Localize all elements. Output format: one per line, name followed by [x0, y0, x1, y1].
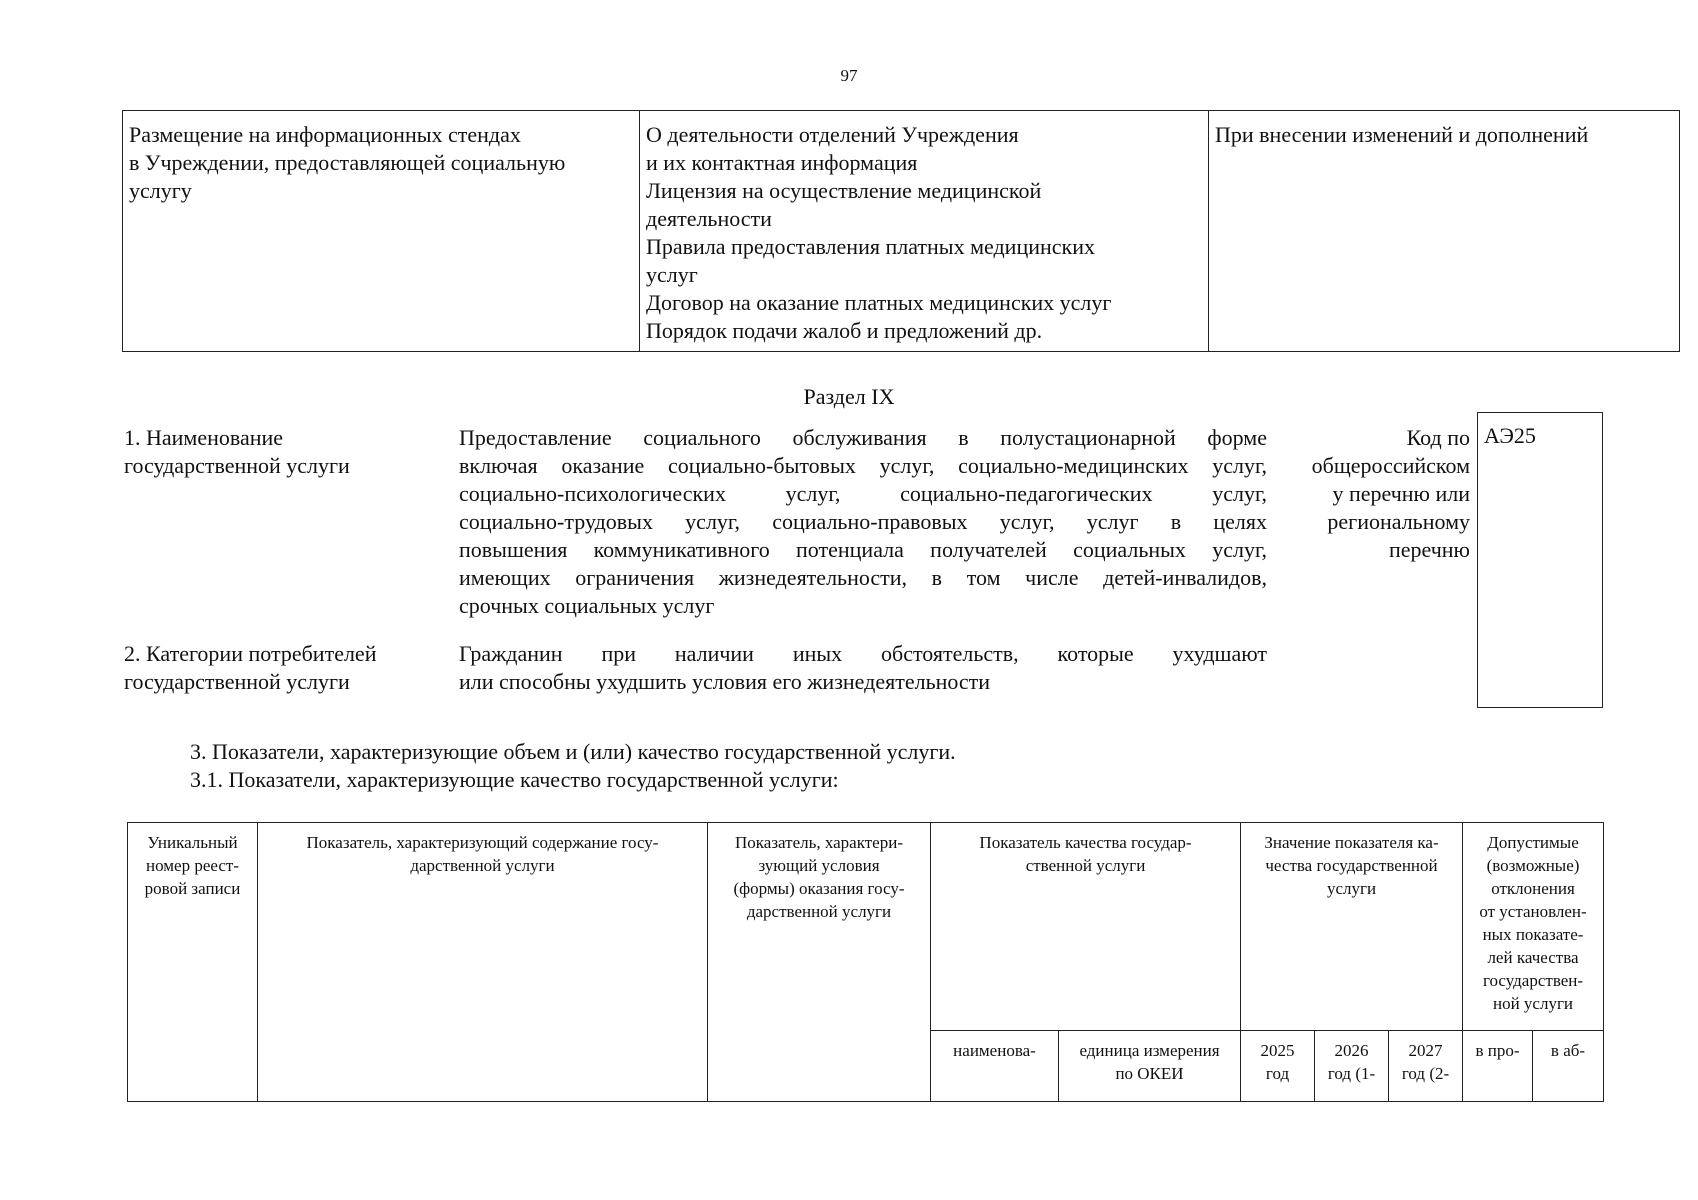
placement-content-cell: [640, 111, 1209, 352]
registry-code-box: [1477, 412, 1603, 708]
text-line: единица измерения: [1079, 1041, 1220, 1060]
text-line: дарственной услуги: [410, 856, 555, 875]
header-allowed-deviation: [1463, 823, 1604, 1031]
section-title: Раздел IX: [803, 384, 895, 409]
text-line: услуги: [1326, 879, 1377, 898]
consumer-category-label: [124, 640, 424, 696]
text-line: (возможные): [1486, 856, 1580, 875]
text-line: ровой записи: [144, 879, 241, 898]
registry-code-value: АЭ25: [1484, 423, 1536, 448]
text-line: повышения коммуникативного потенциала получателей социальных услуг,: [459, 537, 1267, 562]
text-line: от установлен-: [1479, 902, 1587, 921]
text-line: региональному: [1327, 509, 1470, 534]
text-line: в аб-: [1550, 1041, 1586, 1060]
text-line: перечню: [1388, 537, 1470, 562]
text-line: срочных социальных услуг: [459, 593, 715, 618]
text-line: Порядок подачи жалоб и предложений др.: [646, 318, 1043, 343]
text-line: Лицензия на осуществление медицинской: [646, 178, 1042, 203]
subheader-absolute: [1533, 1031, 1604, 1102]
paragraph-3: 3. Показатели, характеризующие объем и (или) качество государственной услуги.: [190, 739, 956, 764]
text-line: наименова-: [953, 1041, 1036, 1060]
text-line: 2027: [1408, 1041, 1443, 1060]
text-line: общероссийском: [1311, 453, 1470, 478]
text-line: услуг: [646, 262, 698, 287]
header-content-indicator: [258, 823, 708, 1102]
update-frequency-cell: [1209, 111, 1680, 352]
text-line: в Учреждении, предоставляющей социальную: [129, 150, 566, 175]
text-line: Размещение на информационных стендах: [129, 122, 521, 147]
text-line: При внесении изменений и дополнений: [1215, 122, 1589, 147]
text-line: 2025: [1260, 1041, 1295, 1060]
text-line: Правила предоставления платных медицинских: [646, 234, 1095, 259]
text-line: Предоставление социального обслуживания в полустационарной форме: [459, 425, 1267, 450]
text-line: чества государственной: [1265, 856, 1438, 875]
subheader-year-2026: [1315, 1031, 1389, 1102]
subheader-percent: [1463, 1031, 1533, 1102]
text-line: деятельности: [646, 206, 772, 231]
text-line: Значение показателя ка-: [1264, 833, 1439, 852]
header-indicator-value: [1241, 823, 1463, 1031]
text-line: у перечню или: [1332, 481, 1470, 506]
text-line: отклонения: [1491, 879, 1575, 898]
text-line: Гражданин при наличии иных обстоятельств, которые ухудшают: [459, 641, 1267, 666]
text-line: год (1-: [1327, 1064, 1376, 1083]
registry-code-label: [1285, 424, 1470, 564]
text-line: или способны ухудшить условия его жизнедеятельности: [459, 669, 991, 694]
text-line: включая оказание социально-бытовых услуг, социально-медицинских услуг,: [459, 453, 1267, 478]
text-line: государствен-: [1482, 971, 1584, 990]
text-line: государственной услуги: [124, 453, 350, 478]
service-name-value: [459, 424, 1267, 620]
text-line: государственной услуги: [124, 669, 350, 694]
subheader-unit: [1059, 1031, 1241, 1102]
text-line: 1. Наименование: [124, 425, 284, 450]
text-line: Допустимые: [1487, 833, 1579, 852]
text-line: Уникальный: [147, 833, 238, 852]
text-line: услугу: [129, 178, 192, 203]
page-number: 97: [840, 66, 858, 85]
text-line: Код по: [1406, 425, 1470, 450]
text-line: имеющих ограничения жизнедеятельности, в том числе детей-инвалидов,: [459, 565, 1267, 590]
subheader-name: [931, 1031, 1059, 1102]
text-line: год: [1265, 1064, 1290, 1083]
text-line: ственной услуги: [1025, 856, 1146, 875]
text-line: 2026: [1334, 1041, 1369, 1060]
text-line: (формы) оказания госу-: [733, 879, 905, 898]
text-line: и их контактная информация: [646, 150, 918, 175]
text-line: О деятельности отделений Учреждения: [646, 122, 1019, 147]
consumer-category-value: [459, 640, 1267, 696]
text-line: социально-психологических услуг, социально-педагогических услуг,: [459, 481, 1267, 506]
subheader-year-2027: [1389, 1031, 1463, 1102]
text-line: зующий условия: [758, 856, 880, 875]
placement-method-cell: [123, 111, 640, 352]
info-placement-table: [122, 110, 1680, 352]
text-line: лей качества: [1487, 948, 1579, 967]
quality-indicators-table: [127, 822, 1604, 1102]
text-line: Показатель, характери-: [735, 833, 903, 852]
service-name-label: [124, 424, 424, 480]
subheader-year-2025: [1241, 1031, 1315, 1102]
paragraph-3-1: 3.1. Показатели, характеризующие качество государственной услуги:: [190, 767, 839, 792]
text-line: 2. Категории потребителей: [124, 641, 377, 666]
text-line: Показатель качества государ-: [979, 833, 1192, 852]
header-unique-number: [128, 823, 258, 1102]
text-line: год (2-: [1401, 1064, 1450, 1083]
text-line: в про-: [1475, 1041, 1520, 1060]
text-line: Показатель, характеризующий содержание госу-: [306, 833, 659, 852]
header-quality-indicator: [931, 823, 1241, 1031]
text-line: по ОКЕИ: [1115, 1064, 1184, 1083]
text-line: номер реест-: [146, 856, 239, 875]
text-line: Договор на оказание платных медицинских услуг: [646, 290, 1112, 315]
text-line: ных показате-: [1482, 925, 1584, 944]
text-line: дарственной услуги: [746, 902, 892, 921]
text-line: ной услуги: [1492, 994, 1574, 1013]
header-conditions-indicator: [708, 823, 931, 1102]
text-line: социально-трудовых услуг, социально-правовых услуг, услуг в целях: [459, 509, 1267, 534]
